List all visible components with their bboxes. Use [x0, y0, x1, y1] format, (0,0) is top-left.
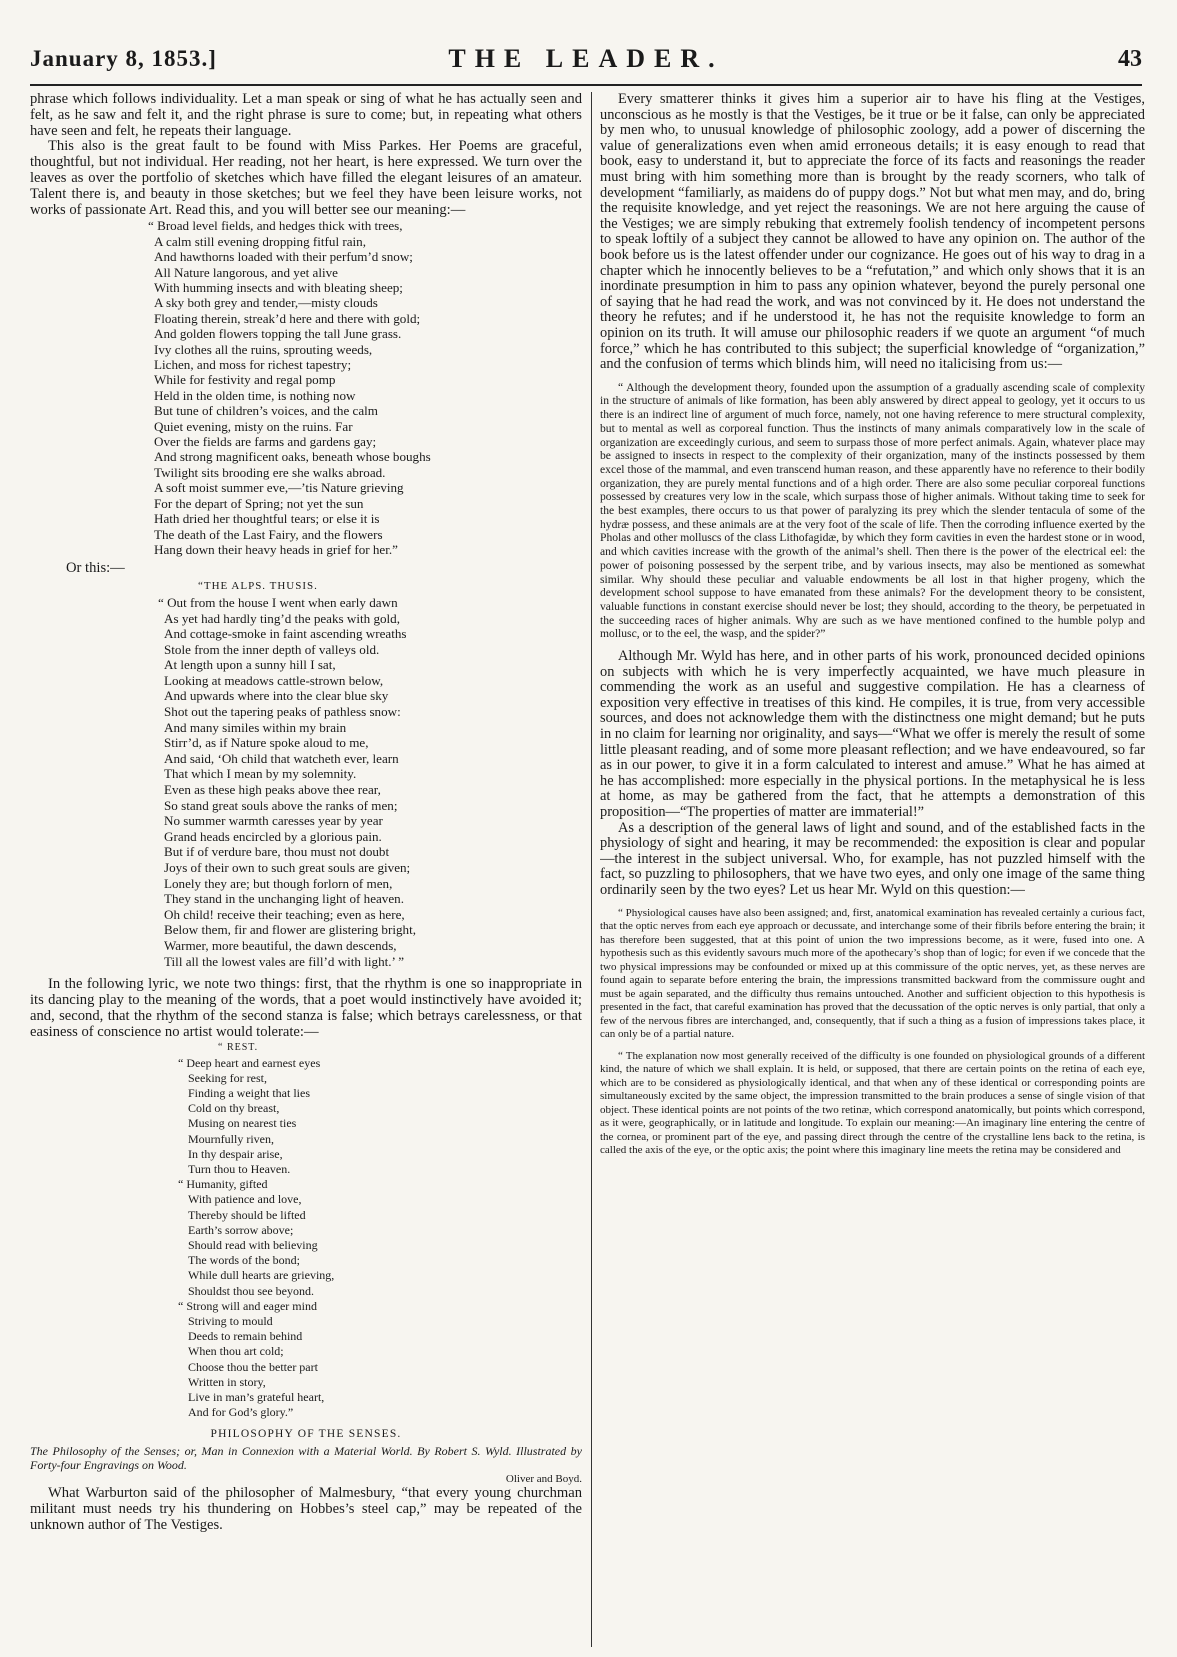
poem-line: Shouldst thou see beyond. — [188, 1283, 314, 1298]
poem-line: Warmer, more beautiful, the dawn descends, — [164, 937, 397, 953]
poem-line: And upwards where into the clear blue sky — [164, 688, 389, 704]
poem-line: That which I mean by my solemnity. — [164, 766, 357, 782]
book-citation — [30, 1444, 582, 1486]
left-column — [30, 92, 582, 1654]
poem-line: When thou art cold; — [188, 1344, 284, 1359]
poem-line: Choose thou the better part — [188, 1359, 318, 1374]
quote-development-theory: “ Although the development theory, founded upon the assumption of a gradually ascending scale of complexity in the structure of animals of like formation, has been ably answered by direct appeal to geology, yet it occurs to us there is an indirect line of argument of much force, namely, not one having reference to mere structural complexity, but to mental as well as corporeal function. Thus the instincts of many animals comparatively low in the scale of organization are exceedingly curious, and seem to surpass those of more perfect animals. Again, whatever place may be assigned to insects in respect to the complexity of their organization, many of the instincts possessed by them excel those of the mammal, and even transcend human reason, and these apparently have no reference to their bodily organization, they are purely mental functions and of a high order. There are also some peculiar corporeal functions possessed by creatures very low in the scale, which surpass those of higher animals. Without taking time to seek for the best examples, there occurs to us that power of paralyzing its prey which the slender tentacula of some of the hydræ possess, and these animals are at the very foot of the scale of life. Then the corroding influence exerted by the Pholas and other molluscs of the class Lithofagidæ, by which they form cavities in even the hardest stone or in wood, and which cavities increase with the growth of the animal’s shell. Then there is the power of the electrical eel: the power of poisoning possessed by the serpent tribe, and by various insects, may also be mentioned as somewhat similar. Why should these peculiar and valuable endowments be all lost in that higher progeny, which the development school suppose to have emanated from these animals? For the development theory to be consistent, valuable functions in constant exercise should never be lost; they should, according to the theory, be perpetuated in the succeeding races of higher animals. Why are such as we have mentioned confined to the humble polyp and mollusc, or to the eel, the wasp, and the spider?” — [600, 380, 1145, 641]
poem-rest — [178, 1040, 582, 1420]
poem-line: Till all the lowest vales are fill’d with light.’ ” — [164, 953, 405, 969]
paragraph-smatterer: Every smatterer thinks it gives him a superior air to have his fling at the Vestiges, unconscious as he mostly is that the Vestiges, be it true or be it false, can only be appreciated by men who, to unusual knowledge of philosophic zoology, add a power of discerning the value of generalizations even when amid erroneous details; it is easy enough to read that book, easy to understand it, but to appreciate the force of its facts and reasonings the reader must bring with him something more than is brought by the ready scorners, who talk of development “familiarly, as maidens do of puppy dogs.” Not but what men may, and do, bring the requisite knowledge, and yet reject the reasonings. We are not here arguing the cause of the Vestiges; we are simply rebuking that extremely foolish tendency of incompetent persons to speak loftily of a subject they cannot be allowed to have any opinion on. The author of the book before us is the latest offender under our cognizance. He goes out of his way to drag in a chapter which he innocently believes to be a “refutation,” and which only shows that it is an inordinate presumption in him to pass any opinion whatever, beyond the purely personal one of saying that he had read the work, and was not convinced by it. He does not understand the theory he refutes; and if he understood it, he has not the requisite knowledge to form an opinion on its truth. It will amuse our philosophic readers if we quote an argument “of much force,” which he has contributed to this subject; the superficial knowledge of “organization,” and the confusion of terms which blinds him, will need no italicising from us:— — [600, 92, 1145, 373]
poem-line: Striving to mould — [188, 1314, 273, 1328]
poem-line: While for festivity and regal pomp — [154, 372, 336, 388]
poem-line: Below them, fir and flower are glistering bright, — [164, 922, 416, 938]
newspaper-title: THE LEADER. — [448, 44, 724, 73]
paragraph-light-sound: As a description of the general laws of light and sound, and of the established facts in the physiology of sight and hearing, it may be recommended: the exposition is clear and popular—the interest in the subject universal. Who, for example, has not puzzled himself with the fact, so puzzling to philosophers, that we have two eyes, and only one image of the same thing ordinarily seen by the two eyes? Let us hear Mr. Wyld on this question:— — [600, 819, 1145, 898]
poem-line: Ivy clothes all the ruins, sprouting weeds, — [154, 341, 373, 357]
poem-line: “ Broad level fields, and hedges thick with trees, — [148, 218, 403, 234]
poem-line: They stand in the unchanging light of heaven. — [164, 891, 404, 907]
poem-line: Joys of their own to such great souls are given; — [164, 860, 411, 875]
poem-line: Finding a weight that lies — [188, 1085, 310, 1100]
poem-line: The words of the bond; — [188, 1253, 300, 1268]
poem-line: “ Deep heart and earnest eyes — [178, 1055, 321, 1070]
poem-line: Turn thou to Heaven. — [188, 1161, 291, 1176]
paragraph-lyric: In the following lyric, we note two things: first, that the rhythm is one so inappropriate in its dancing play to the meaning of the words, that a poet would instinctively have avoided it; and, second, that the rhythm of the second stanza is false; which betrays carelessness, or that easiness of conscience no artist would tolerate:— — [30, 976, 582, 1040]
poem-line: Hath dried her thoughtful tears; or else it is — [154, 511, 380, 527]
poem-line: Deeds to remain behind — [188, 1329, 303, 1344]
poem-line: Grand heads encircled by a glorious pain. — [164, 828, 382, 844]
poem-evening — [148, 218, 582, 557]
poem-line: With humming insects and with bleating sheep; — [154, 280, 403, 295]
quote-physiological-causes: “ Physiological causes have also been assigned; and, first, anatomical examination has revealed certainly a curious fact, that the optic nerves from each eye approach or decussate, and interchange some of their fibrils before entering the brain; it has therefore been suggested, that at this point of union the two impressions become, as it were, fused into one. A hypothesis such as this evidently savours much more of the apothecary’s shop than of logic; for even if we concede that the two physical impressions may be confounded or mixed up at this commissure of the optic nerves, yet, as these nerves are found again to separate before entering the brain, the impressions transmitted backward from the commissure ought and must be again separated, and the difficulty thus remains untouched. Another and sufficient objection to this hypothesis is presented in the fact, that careful examination has proved that the decussation of the optic nerves is only partial, that only a few of the nervous fibres are interchanged, and, consequently, that if such a thing as a fusion of impressions takes place, it can only be of a partial nature. — [600, 906, 1145, 1041]
poem-line: Over the fields are farms and gardens gay; — [154, 434, 377, 450]
poem-line: And for God’s glory.” — [188, 1405, 294, 1420]
poem-line: Musing on nearest ties — [188, 1116, 297, 1131]
poem-line: Twilight sits brooding ere she walks abroad. — [154, 464, 386, 480]
poem-line: Hang down their heavy heads in grief for her.” — [154, 541, 398, 557]
book-title-line: The Philosophy of the Senses; or, Man in Connexion with a Material World. By Robert S. Wyld. Illustrated by Forty-four Engravings on Wood. — [30, 1444, 582, 1473]
spacer — [600, 373, 1145, 381]
poem-line: Should read with believing — [188, 1237, 318, 1252]
poem-line: Live in man’s grateful heart, — [188, 1390, 325, 1405]
poem-line: For the depart of Spring; not yet the sun — [154, 495, 364, 511]
poem-line: Even as these high peaks above thee rear, — [164, 782, 381, 798]
poem-line: “ Strong will and eager mind — [178, 1298, 317, 1313]
poem-line: In thy despair arise, — [188, 1146, 283, 1161]
poem-line: Stirr’d, as if Nature spoke aloud to me, — [164, 735, 369, 751]
poem-line: And strong magnificent oaks, beneath whose boughs — [154, 449, 431, 465]
right-column — [600, 92, 1145, 1654]
poem-line: Cold on thy breast, — [188, 1101, 280, 1116]
spacer — [600, 1042, 1145, 1050]
poem-line: And said, ‘Oh child that watcheth ever, learn — [164, 750, 399, 766]
poem-line: Seeking for rest, — [188, 1070, 267, 1085]
poem-line: A soft moist summer eve,—’tis Nature grieving — [154, 480, 404, 496]
poem-line: Oh child! receive their teaching; even as here, — [164, 906, 405, 922]
poem-line: Floating therein, streak’d here and there with gold; — [154, 310, 421, 326]
poem-line: Shot out the tapering peaks of pathless snow: — [164, 704, 401, 720]
section-heading: PHILOSOPHY OF THE SENSES. — [210, 1428, 402, 1441]
masthead — [30, 44, 1142, 86]
publisher: Oliver and Boyd. — [505, 1473, 582, 1486]
poem-line: The death of the Last Fairy, and the flowers — [154, 526, 383, 542]
poem-line: A sky both grey and tender,—misty clouds — [154, 295, 378, 311]
poem-line: And golden flowers topping the tall June grass. — [154, 326, 402, 342]
poem-line: While dull hearts are grieving, — [188, 1268, 335, 1283]
poem-line: “ Humanity, gifted — [178, 1177, 268, 1192]
poem-line: Written in story, — [188, 1374, 266, 1389]
poem-title: “THE ALPS. THUSIS. — [198, 580, 318, 593]
poem-line: Thereby should be lifted — [188, 1207, 306, 1222]
poem-line: At length upon a sunny hill I sat, — [164, 657, 336, 673]
poem-line: And hawthorns loaded with their perfum’d snow; — [154, 249, 413, 265]
poem-line: Lonely they are; but though forlorn of men, — [164, 875, 393, 891]
issue-date: January 8, 1853.] — [30, 46, 217, 71]
poem-line: But if of verdure bare, thou must not doubt — [164, 844, 390, 860]
poem-line: Looking at meadows cattle-strown below, — [164, 672, 384, 688]
paragraph-individuality: phrase which follows individuality. Let a man speak or sing of what he has actually seen and felt, as he saw and felt it, and the right phrase is sure to come; but, in repeating what others have seen and felt, he repeats their language. — [30, 92, 582, 139]
or-this-label: Or this:— — [66, 560, 125, 577]
poem-line: Mournfully riven, — [188, 1131, 274, 1146]
poem-title: “ REST. — [218, 1042, 259, 1054]
paragraph-wyld: Although Mr. Wyld has here, and in other parts of his work, pronounced decided opinions on subjects with which he is very imperfectly acquainted, we have much pleasure in commending the work as an useful and suggestive compilation. He has a clearness of exposition very effective in treatises of this kind. He compiles, it is true, from very accessible sources, and does not acknowledge them with the distinctness one might demand; but he puts in no claim for learning nor originality, and says—“What we offer is merely the result of some little pleasant reading, and of some more pleasant reflection; and we have endeavoured, so far as in our power, to give it in a form calculated to interest and amuse.” What he has aimed at he has accomplished: more especially in the physical portions. In the metaphysical he is less at home, as may be gathered from the fact, that he attempts a demonstration of this proposition—“The properties of matter are immaterial!” — [600, 648, 1145, 820]
poem-line: And cottage-smoke in faint ascending wreaths — [164, 626, 407, 642]
page-number: 43 — [1118, 46, 1142, 72]
poem-line: And many similes within my brain — [164, 719, 347, 735]
column-rule — [591, 92, 592, 1647]
quote-explanation: “ The explanation now most generally received of the difficulty is one founded on physiological grounds of a different kind, the nature of which we shall explain. It is held, or supposed, that there are certain points on the retina of each eye, which are to be considered as physiologically identical, and that when any of these identical or corresponding points are simultaneously excited by the same object, the impression transmitted to the brain produces a sense of single vision of that object. These identical points are not points of the two retinæ, which correspond anatomically, but points which correspond, as it were, geographically, or in latitude and longitude. To explain our meaning:—An imaginary line entering the centre of the cornea, or prominent part of the eye, and passing direct through the centre of the crystalline lens back to the retina, is called the axis of the eye, or the optic axis; the point where this imaginary line meets the retina may be considered and — [600, 1049, 1145, 1157]
paragraph-warburton: What Warburton said of the philosopher of Malmesbury, “that every young churchman militant must needs try his thundering on Hobbes’s steel cap,” may be repeated of the unknown author of The Vestiges. — [30, 1485, 582, 1534]
poem-line: With patience and love, — [188, 1192, 302, 1207]
poem-line: Quiet evening, misty on the ruins. Far — [154, 418, 353, 434]
poem-line: Held in the olden time, is nothing now — [154, 387, 356, 403]
poem-line: Earth’s sorrow above; — [188, 1222, 294, 1237]
spacer — [600, 899, 1145, 907]
paragraph-miss-parkes: This also is the great fault to be found with Miss Parkes. Her Poems are graceful, thoughtful, but not individual. Her reading, not her heart, is here expressed. We turn over the leaves as over the portfolio of sketches which have filled the elegant leisures of an amateur. Talent there is, and beauty in those sketches; but we feel they have been leisure works, not works of passionate Art. Read this, and you will better see our meaning:— — [30, 138, 582, 218]
poem-line: “ Out from the house I went when early dawn — [158, 594, 398, 610]
poem-line: All Nature langorous, and yet alive — [154, 264, 338, 280]
poem-line: A calm still evening dropping fitful rain, — [154, 233, 367, 249]
poem-line: As yet had hardly ting’d the peaks with gold, — [164, 610, 401, 626]
poem-line: Stole from the inner depth of valleys old. — [164, 641, 380, 657]
poem-line: Lichen, and moss for richest tapestry; — [154, 357, 352, 373]
poem-line: So stand great souls above the ranks of men; — [164, 797, 398, 813]
poem-line: But tune of children’s voices, and the calm — [154, 403, 378, 419]
poem-line: No summer warmth caresses year by year — [164, 813, 383, 829]
poem-alps — [158, 579, 582, 969]
